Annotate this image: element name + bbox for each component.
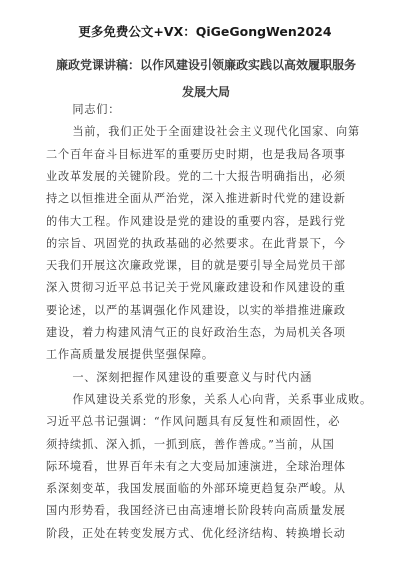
body-line: 当前，我们正处于全面建设社会主义现代化国家、向第 <box>72 125 361 139</box>
document-title-line-2: 发展大局 <box>181 85 230 99</box>
body-line: 持之以恒推进全面从严治党，深入推进新时代党的建设新 <box>46 192 346 206</box>
body-line: 天我们开展这次廉政党课，目的就是要引导全局党员干部 <box>46 259 346 273</box>
body-line: 系深刻变革，我国发展面临的外部环境更趋复杂严峻。从 <box>46 482 346 496</box>
body-line: 须持续抓、深入抓，一抓到底，善作善成。”当前，从国 <box>46 437 335 451</box>
body-line: 业改革发展的关键阶段。党的二十大报告明确指出，必须 <box>46 169 346 183</box>
body-line: 阶段，正处在转变发展方式、优化经济结构、转换增长动 <box>46 526 346 540</box>
body-line: 二个百年奋斗目标进军的重要历史时期，也是我局各项事 <box>46 147 346 161</box>
body-line: 际环境看，世界百年未有之大变局加速演进，全球治理体 <box>46 459 346 473</box>
body-line: 要论述，以严的基调强化作风建设，以实的举措推进廉政 <box>46 303 346 317</box>
document-title-line-1: 廉政党课讲稿：以作风建设引领廉政实践以高效履职服务 <box>56 58 357 72</box>
body-line: 的宗旨、巩固党的执政基础的必然要求。在此背景下，今 <box>46 236 346 250</box>
body-line: 国内形势看，我国经济已由高速增长阶段转向高质量发展 <box>46 504 346 518</box>
body-line: 一、深刻把握作风建设的重要意义与时代内涵 <box>72 370 313 384</box>
body-line: 作风建设关系党的形象，关系人心向背，关系事业成败。 <box>72 392 373 406</box>
body-line: 同志们： <box>72 103 121 116</box>
body-line: 工作高质量发展提供坚强保障。 <box>46 348 214 362</box>
page-header: 更多免费公文+VX：QiGeGongWen2024 <box>78 24 332 39</box>
body-line: 习近平总书记强调：“作风问题具有反复性和顽固性，必 <box>46 415 341 429</box>
body-line: 建设，着力构建风清气正的良好政治生态，为局机关各项 <box>46 326 346 339</box>
body-line: 深入贯彻习近平总书记关于党风廉政建设和作风建设的重 <box>46 281 346 295</box>
body-line: 的伟大工程。作风建设是党的建设的重要内容，是践行党 <box>46 214 346 228</box>
